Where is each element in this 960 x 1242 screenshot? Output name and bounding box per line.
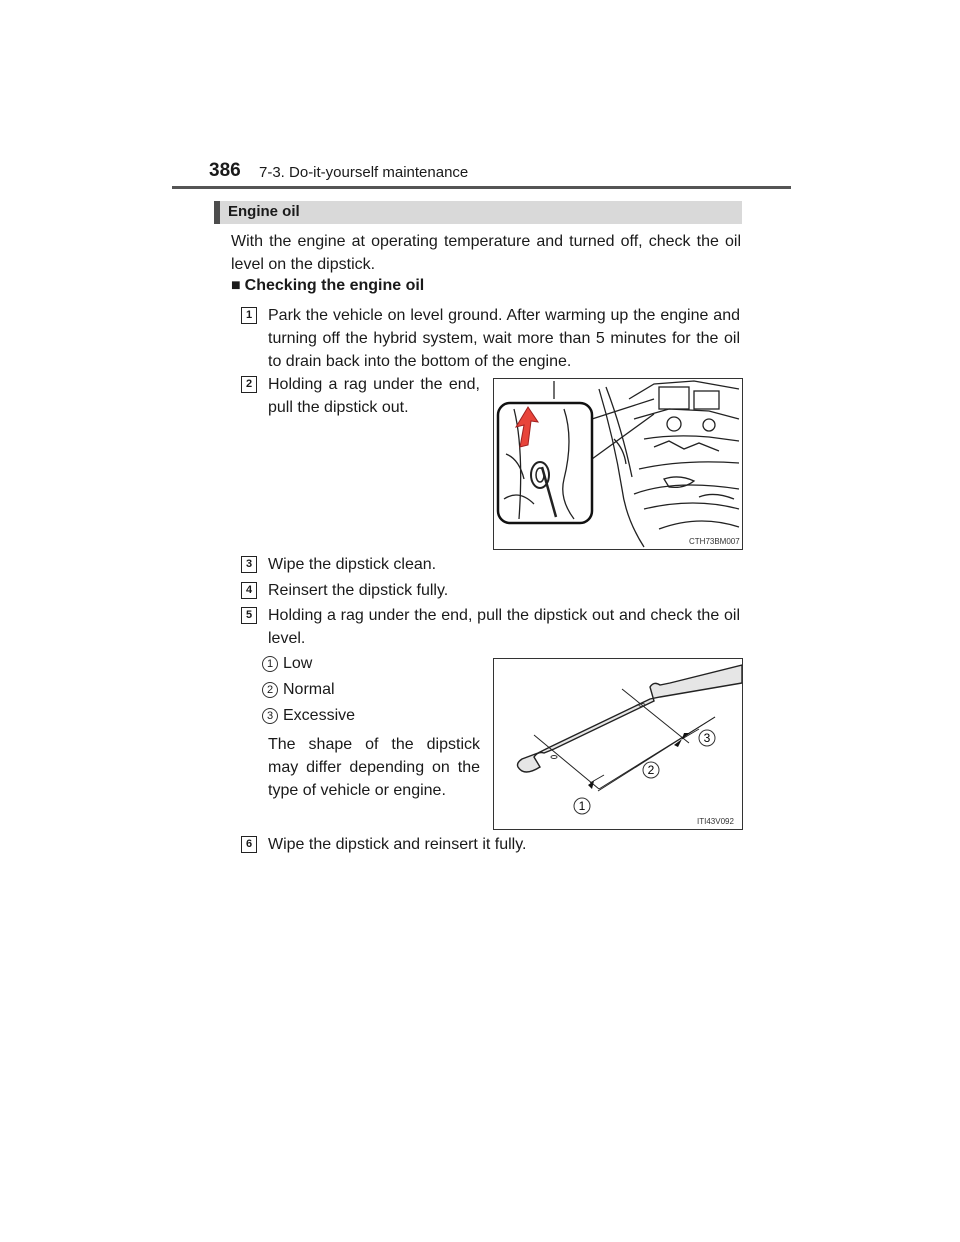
step-4-text: Reinsert the dipstick fully. — [268, 582, 449, 599]
step-number-4: 4 — [241, 582, 257, 599]
engine-figure-id: CTH73BM007 — [689, 537, 740, 546]
step-5-text: Holding a rag under the end, pull the dipstick out and check the oil level. — [268, 607, 740, 647]
legend-label: Excessive — [283, 707, 356, 724]
legend-number: 2 — [262, 682, 278, 698]
callout-3: 3 — [703, 731, 711, 745]
dipstick-note: The shape of the dipstick may differ depending on the type of vehicle or engine. — [268, 736, 480, 799]
chapter-title: 7-3. Do-it-yourself maintenance — [259, 164, 469, 181]
section-title: Engine oil — [228, 203, 300, 220]
legend-item-low — [262, 655, 312, 673]
step-number-6: 6 — [241, 836, 257, 853]
engine-compartment-figure — [493, 378, 743, 550]
header-rule — [172, 186, 791, 189]
callout-2: 2 — [647, 763, 655, 777]
step-number-2: 2 — [241, 376, 257, 393]
legend-item-excessive — [262, 707, 355, 725]
callout-1: 1 — [578, 799, 586, 813]
dipstick-figure-id: ITI43V092 — [697, 817, 734, 826]
step-1-text: Park the vehicle on level ground. After warming up the engine and turning off the hybrid system, wait more than 5 minutes for the oil to drain back into the bottom of the engine. — [268, 307, 740, 370]
step-number-5: 5 — [241, 607, 257, 624]
section-heading-bar — [214, 201, 742, 224]
section-accent — [214, 201, 220, 224]
square-bullet-icon: ■ — [231, 277, 241, 294]
legend-label: Normal — [283, 681, 335, 698]
dipstick-level-figure — [493, 658, 743, 830]
step-2-text: Holding a rag under the end, pull the dipstick out. — [268, 376, 480, 416]
intro-paragraph: With the engine at operating temperature and turned off, check the oil level on the dipstick. — [231, 233, 741, 273]
legend-item-normal — [262, 681, 335, 699]
legend-label: Low — [283, 655, 313, 672]
subheading — [231, 277, 424, 295]
engine-illustration — [494, 379, 742, 549]
step-3-text: Wipe the dipstick clean. — [268, 556, 437, 573]
page-number: 386 — [209, 160, 241, 181]
step-number-3: 3 — [241, 556, 257, 573]
step-6-text: Wipe the dipstick and reinsert it fully. — [268, 836, 527, 853]
subheading-text: Checking the engine oil — [244, 277, 425, 294]
step-number-1: 1 — [241, 307, 257, 324]
legend-number: 3 — [262, 708, 278, 724]
dipstick-illustration — [494, 659, 742, 829]
legend-number: 1 — [262, 656, 278, 672]
